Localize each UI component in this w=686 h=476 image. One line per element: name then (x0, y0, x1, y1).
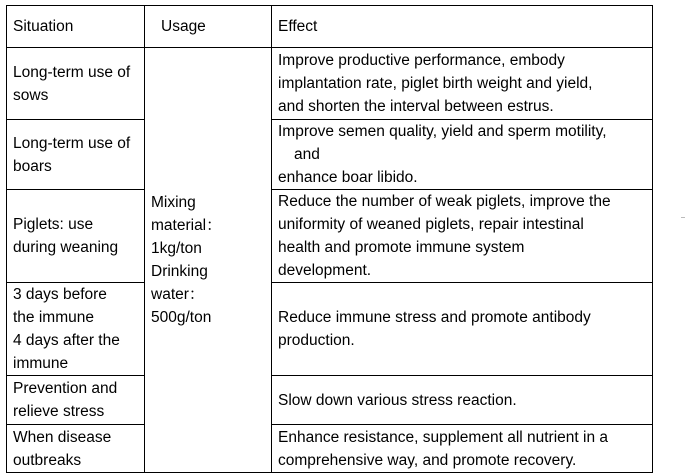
situation-cell (7, 425, 145, 473)
table-row (7, 120, 653, 190)
situation-cell (7, 120, 145, 190)
edge-marker (681, 217, 685, 218)
effect-text: Improve productive performance, embody implantation rate, piglet birth weight and yield, and shorten the interval between estrus. (278, 52, 593, 115)
table-row (7, 376, 653, 425)
effect-cell (272, 283, 653, 376)
usage-text: Mixing material： 1kg/ton Drinking water： 500g/ton (151, 194, 222, 326)
effect-cell (272, 190, 653, 283)
table-row (7, 425, 653, 473)
situation-text: Piglets: use during weaning (13, 216, 119, 256)
effect-cell (272, 48, 653, 120)
effect-cell (272, 376, 653, 425)
situation-cell (7, 190, 145, 283)
header-effect: Effect (272, 6, 653, 48)
effect-cell (272, 425, 653, 473)
header-row (7, 6, 653, 48)
table-row (7, 283, 653, 376)
table-row (7, 48, 653, 120)
usage-cell (145, 48, 272, 473)
situation-cell (7, 48, 145, 120)
effect-text: Slow down various stress reaction. (278, 391, 517, 409)
effect-text-line1: Improve semen quality, yield and sperm motility, (278, 123, 607, 140)
effect-text: Enhance resistance, supplement all nutrient in a comprehensive way, and promote recovery. (278, 428, 609, 469)
effect-text: Reduce the number of weak piglets, improve the uniformity of weaned piglets, repair intestinal health and promote immune system development. (278, 193, 611, 279)
situation-cell (7, 376, 145, 425)
situation-cell (7, 283, 145, 376)
situation-text: Long-term use of boars (13, 134, 131, 175)
usage-table (6, 5, 653, 473)
situation-text: 3 days before the immune 4 days after the immune (13, 286, 120, 372)
situation-text: Long-term use of sows (13, 63, 131, 104)
header-situation: Situation (7, 6, 145, 48)
situation-text: Prevention and relieve stress (13, 380, 118, 420)
effect-cell (272, 120, 653, 190)
effect-text-line3: enhance boar libido. (278, 169, 418, 186)
header-usage: Usage (145, 6, 272, 48)
effect-text-line2: and (294, 146, 320, 163)
table-row (7, 190, 653, 283)
effect-text: Reduce immune stress and promote antibody production. (278, 309, 591, 349)
situation-text: When disease outbreaks (13, 428, 112, 469)
